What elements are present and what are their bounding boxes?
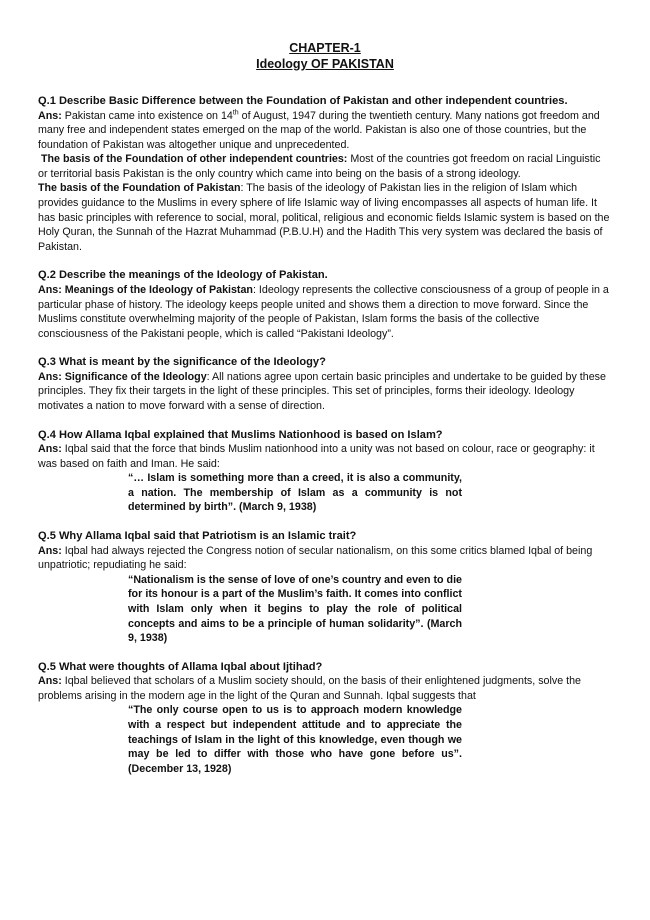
answer-label: Ans: Significance of the Ideology: [38, 370, 207, 383]
paragraph-text: Most of the countries got freedom on racial Linguistic or territorial basis Pakistan is the only country which came into being on the basis of a strong ideology.: [38, 153, 601, 180]
subheading-other-countries: The basis of the Foundation of other independent countries:: [40, 153, 348, 166]
answer-1-paragraph: [38, 109, 612, 153]
answer-label: Ans:: [38, 443, 62, 456]
answer-text: : All nations agree upon certain basic principles and undertake to be guided by these principles. They fix their targets in the light of these principles. This set of principles, forms their ideology. Ideology motivates a nation to move forward with a sense of direction.: [38, 370, 606, 412]
iqbal-quote-ijtihad: “The only course open to us is to approach modern knowledge with a respect but independent attitude and to appreciate the teachings of Islam in the light of this knowledge, even though we may be led to differ with those who have gone before us”. (December 13, 1928): [128, 704, 462, 775]
question-4-section: [38, 428, 612, 515]
question-5-patriotism: Q.5 Why Allama Iqbal said that Patriotism is an Islamic trait?: [38, 530, 357, 543]
answer-5-paragraph: [38, 544, 612, 573]
chapter-title: Ideology OF PAKISTAN: [256, 57, 394, 71]
document-page: [38, 40, 612, 790]
answer-1-paragraph-2: [38, 152, 612, 181]
answer-label: Ans:: [38, 109, 62, 122]
answer-text: Iqbal believed that scholars of a Muslim society should, on the basis of their enlightened judgments, solve the problems arising in the modern age in the light of the Quran and Sunnah. Iqbal suggests that: [38, 675, 581, 702]
question-5-ijtihad: Q.5 What were thoughts of Allama Iqbal about Ijtihad?: [38, 660, 323, 673]
answer-text: Iqbal said that the force that binds Muslim nationhood into a unity was not based on colour, race or geography: it was based on faith and Iman. He said:: [38, 443, 595, 470]
answer-text: : Ideology represents the collective consciousness of a group of people in a particular phase of history. The ideology keeps people united and shows them a direction to move forward. Since the Muslims constitute overwhelming majority of the people of Pakistan, Islam forms the basis of the collective consciousness of the Pakistani people, which is called “Pakistani Ideology”.: [38, 283, 609, 340]
answer-label: Ans:: [38, 675, 62, 688]
question-4: Q.4 How Allama Iqbal explained that Muslims Nationhood is based on Islam?: [38, 428, 443, 441]
answer-label: Ans:: [38, 544, 62, 557]
question-2-section: [38, 268, 612, 341]
question-3: Q.3 What is meant by the significance of the Ideology?: [38, 356, 326, 369]
ordinal-suffix: th: [232, 108, 239, 116]
answer-2-paragraph: [38, 283, 612, 341]
iqbal-quote-nationhood: “… Islam is something more than a creed, it is also a community, a nation. The membership of Islam as a community is not determined by birth”. (March 9, 1938): [128, 472, 462, 514]
answer-3-paragraph: [38, 370, 612, 414]
answer-4-paragraph: [38, 442, 612, 471]
question-5-patriotism-section: [38, 529, 612, 646]
question-5-ijtihad-section: [38, 660, 612, 777]
subheading-foundation-pakistan: The basis of the Foundation of Pakistan: [38, 182, 241, 195]
question-2: Q.2 Describe the meanings of the Ideology of Pakistan.: [38, 269, 328, 282]
answer-1-paragraph-3: [38, 181, 612, 254]
paragraph-text: : The basis of the ideology of Pakistan lies in the religion of Islam which provides guidance to the Muslims in every sphere of life Islamic way of living encompasses all aspects of human life. It has basic principles with reference to social, moral, political, religious and economic fields Islamic system is based on the Holy Quran, the Sunnah of the Hazrat Muhammad (P.B.U.H) and the Hadith This very system was declared the basis of Pakistan.: [38, 182, 610, 253]
answer-text: Iqbal had always rejected the Congress notion of secular nationalism, on this some critics blamed Iqbal of being unpatriotic; repudiating he said:: [38, 544, 593, 572]
chapter-heading: CHAPTER-1: [289, 41, 361, 55]
iqbal-quote-nationalism: “Nationalism is the sense of love of one’s country and even to die for its honour is a part of the Muslim’s faith. It comes into conflict with Islam only when it begins to play the role of political concepts and aims to be a principle of human solidarity”. (March 9, 1938): [128, 573, 462, 645]
answer-5b-paragraph: [38, 674, 612, 703]
answer-text-cont: of August, 1947 during the twentieth century. Many nations got freedom and many free and independent states emerged on the map of the world. Pakistan is also one of those countries, but the foundation of Pakistan was altogether unique and unprecedented.: [38, 109, 600, 151]
answer-label: Ans: Meanings of the Ideology of Pakistan: [38, 283, 253, 296]
answer-text: Pakistan came into existence on 14: [61, 109, 233, 122]
question-1: Q.1 Describe Basic Difference between the Foundation of Pakistan and other independent countries.: [38, 95, 568, 107]
question-3-section: [38, 355, 612, 413]
question-1-section: [38, 94, 612, 254]
